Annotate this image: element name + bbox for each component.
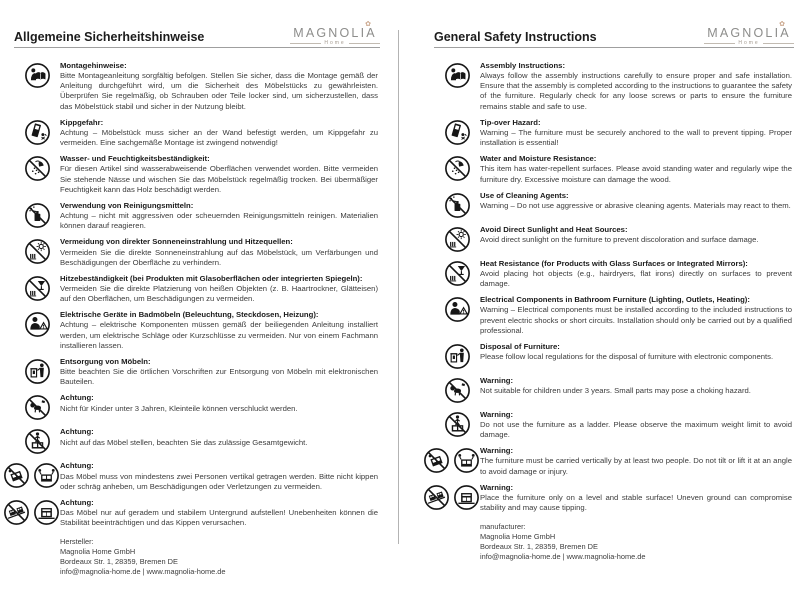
magnolia-logo bbox=[704, 21, 794, 46]
safety-item-body: The furniture must be carried vertically by at least two people. Do not tilt or lift it at an angle to avoid damage or injury. bbox=[480, 456, 792, 476]
safety-item-icons bbox=[434, 118, 480, 146]
safety-item-text bbox=[60, 201, 380, 231]
safety-item-body: Warning – Do not use aggressive or abrasive cleaning agents. Materials may react to them. bbox=[480, 200, 791, 210]
safety-item-icons bbox=[14, 427, 60, 455]
safety-item bbox=[14, 201, 380, 231]
two-person-carry-icon bbox=[33, 462, 60, 489]
safety-item-text bbox=[480, 342, 794, 362]
safety-items-english bbox=[434, 61, 794, 513]
page-footer-english bbox=[480, 522, 794, 562]
page-header-german bbox=[14, 21, 380, 48]
safety-item-heading: Montagehinweise: bbox=[60, 61, 127, 70]
logo-sub-line bbox=[704, 40, 794, 46]
safety-item-heading: Achtung: bbox=[60, 427, 94, 437]
safety-item-text bbox=[60, 498, 380, 528]
safety-item bbox=[14, 498, 380, 528]
safety-item-heading: Water and Moisture Resistance: bbox=[480, 154, 597, 164]
footer-company: Magnolia Home GmbH bbox=[480, 532, 556, 542]
safety-item-icons bbox=[14, 201, 60, 229]
page-divider-line bbox=[398, 30, 399, 544]
no-hot-objects-icon bbox=[444, 260, 471, 287]
safety-item-body: Achtung – Möbelstück muss sicher an der Wand befestigt werden, um Kippgefahr zu vermeiden. Eine sachgemäße Montage ist zwingend notwendig! bbox=[60, 127, 378, 148]
logo-brand-name: MAGNOLIA bbox=[707, 26, 791, 40]
safety-item-icons bbox=[14, 393, 60, 421]
safety-item-body: Place the furniture only on a level and stable surface! Uneven ground can compromise stability and may cause tipping. bbox=[480, 492, 792, 513]
safety-item-body: Vermeiden Sie die direkte Platzierung von heißen Objekten (z. B. Haartrockner, Glätteisen) auf den Oberflächen, um Beschädigungen zu vermeiden. bbox=[60, 283, 378, 304]
safety-item-text bbox=[480, 154, 794, 184]
safety-item-heading: Warning: bbox=[480, 375, 514, 385]
safety-item-heading: Kippgefahr: bbox=[60, 117, 104, 127]
safety-item bbox=[434, 342, 794, 370]
safety-item bbox=[434, 259, 794, 289]
safety-item bbox=[434, 410, 794, 440]
safety-item-icons bbox=[0, 498, 60, 526]
safety-item-heading: Wasser- und Feuchtigkeitsbeständigkeit: bbox=[60, 154, 210, 164]
safety-item-icons bbox=[434, 295, 480, 323]
logo-sub-line bbox=[290, 40, 380, 46]
safety-item-body: Warning – The furniture must be securely anchored to the wall to prevent tipping. Proper installation is essential! bbox=[480, 127, 792, 148]
safety-item-icons bbox=[434, 376, 480, 404]
safety-item-heading: Elektrische Geräte in Badmöbeln (Beleuchtung, Steckdosen, Heizung): bbox=[60, 310, 319, 320]
safety-item-text bbox=[480, 295, 794, 336]
safety-item-text bbox=[480, 410, 794, 440]
safety-item-body: Nicht auf das Möbel stellen, beachten Sie das zulässige Gesamtgewicht. bbox=[60, 437, 308, 447]
safety-item-text bbox=[60, 461, 380, 491]
safety-item-heading: Warning: bbox=[480, 482, 514, 492]
page-title-english: General Safety Instructions bbox=[434, 30, 597, 44]
safety-item-icons bbox=[14, 237, 60, 265]
no-children-icon bbox=[24, 394, 51, 421]
logo-dash-left bbox=[704, 43, 735, 44]
safety-item-icons bbox=[14, 118, 60, 146]
safety-item-heading: Hitzebeständigkeit (bei Produkten mit Glasoberflächen oder integrierten Spiegeln): bbox=[60, 273, 363, 283]
safety-item-text bbox=[60, 237, 380, 267]
no-standing-icon bbox=[444, 411, 471, 438]
safety-item-body: Do not use the furniture as a ladder. Please observe the maximum weight limit to avoid damage. bbox=[480, 419, 792, 440]
safety-item-icons bbox=[434, 225, 480, 253]
safety-item-body: Das Möbel muss von mindestens zwei Personen vertikal getragen werden. Bitte nicht kippen oder schräg anheben, um Beschädigungen oder Verletzungen zu vermeiden. bbox=[60, 471, 378, 491]
safety-item-body: Please follow local regulations for the disposal of furniture with electronic components. bbox=[480, 351, 774, 361]
safety-item-text bbox=[480, 191, 794, 211]
logo-dash-left bbox=[290, 43, 321, 44]
tip-over-icon bbox=[444, 119, 471, 146]
safety-item-icons bbox=[434, 259, 480, 287]
no-uneven-surface-icon bbox=[423, 484, 450, 511]
safety-item-body: Achtung – nicht mit aggressiven oder scheuernden Reinigungsmitteln reinigen. Materialien können darauf reagieren. bbox=[60, 211, 378, 231]
safety-item-text bbox=[480, 446, 794, 476]
no-water-icon bbox=[444, 155, 471, 182]
safety-item-heading: Use of Cleaning Agents: bbox=[480, 190, 569, 200]
safety-item-heading: Warning: bbox=[480, 446, 514, 456]
magnolia-flower-icon: ✿ bbox=[779, 21, 785, 28]
safety-item bbox=[14, 393, 380, 421]
safety-item-text bbox=[480, 225, 794, 245]
safety-item-heading: Assembly Instructions: bbox=[480, 61, 566, 70]
safety-item-icons bbox=[14, 61, 60, 89]
safety-items-german bbox=[14, 61, 380, 528]
safety-item-body: Bitte Montageanleitung sorgfältig befolgen. Stellen Sie sicher, dass die Montage gemäß der Anleitung durchgeführt wird, um die Sicherheit des Möbelstücks zu gewährleisten. Überprüfen Sie regelmäßig, ob Schrauben oder Teile locker sind, um sicherzustellen, dass das Möbelstück stabil und sicher in der Nutzung bleibt. bbox=[60, 71, 378, 111]
safety-item-text bbox=[60, 61, 380, 112]
safety-item bbox=[14, 118, 380, 148]
safety-item-icons bbox=[14, 154, 60, 182]
safety-item-text bbox=[480, 61, 794, 112]
safety-item-icons bbox=[14, 357, 60, 385]
assembly-manual-icon bbox=[24, 62, 51, 89]
no-cleaning-agents-icon bbox=[24, 202, 51, 229]
safety-item bbox=[14, 357, 380, 387]
no-children-icon bbox=[444, 377, 471, 404]
safety-item-body: Nicht für Kinder unter 3 Jahren, Kleinteile können verschluckt werden. bbox=[60, 403, 298, 413]
disposal-icon bbox=[24, 358, 51, 385]
safety-item-body: Vermeiden Sie die direkte Sonneneinstrahlung auf das Möbelstück, um Verfärbungen und Beschädigungen der Oberfläche zu verhindern. bbox=[60, 247, 378, 267]
no-uneven-surface-icon bbox=[3, 499, 30, 526]
safety-item bbox=[434, 118, 794, 148]
level-surface-icon bbox=[33, 499, 60, 526]
no-hot-objects-icon bbox=[24, 275, 51, 302]
no-standing-icon bbox=[24, 428, 51, 455]
safety-item-icons bbox=[14, 310, 60, 338]
safety-item-icons bbox=[434, 154, 480, 182]
safety-item-text bbox=[480, 483, 794, 513]
safety-item-icons bbox=[420, 483, 480, 511]
safety-item-body: This item has water-repellent surfaces. Please avoid standing water and regularly wipe the furniture dry. Excessive moisture can damage the wood. bbox=[480, 164, 792, 184]
safety-item-heading: Achtung: bbox=[60, 497, 94, 507]
magnolia-flower-icon: ✿ bbox=[365, 21, 371, 28]
level-surface-icon bbox=[453, 484, 480, 511]
safety-item-heading: Achtung: bbox=[60, 393, 94, 403]
safety-item-heading: Vermeidung von direkter Sonneneinstrahlung und Hitzequellen: bbox=[60, 237, 293, 247]
safety-item-body: Bitte beachten Sie die örtlichen Vorschriften zur Entsorgung von Möbeln mit elektronischen Bauteilen. bbox=[60, 367, 378, 387]
safety-item-heading: Heat Resistance (for Products with Glass Surfaces or Integrated Mirrors): bbox=[480, 258, 748, 268]
safety-item-heading: Warning: bbox=[480, 409, 514, 419]
safety-item-text bbox=[480, 259, 794, 289]
safety-item-heading: Achtung: bbox=[60, 461, 94, 471]
safety-item-body: Avoid direct sunlight on the furniture to prevent discoloration and surface damage. bbox=[480, 234, 759, 244]
safety-item-text bbox=[60, 357, 380, 387]
safety-item bbox=[434, 446, 794, 476]
no-water-icon bbox=[24, 155, 51, 182]
safety-item-body: Avoid placing hot objects (e.g., hairdryers, flat irons) directly on surfaces to prevent damage. bbox=[480, 268, 792, 289]
footer-address: Bordeaux Str. 1, 28359, Bremen DE bbox=[60, 557, 178, 567]
page-english bbox=[400, 0, 800, 600]
footer-contact: info@magnolia-home.de | www.magnolia-home.de bbox=[60, 567, 226, 577]
logo-brand-sub: Home bbox=[324, 40, 346, 46]
footer-address: Bordeaux Str. 1, 28359, Bremen DE bbox=[480, 542, 598, 552]
no-tilted-carry-icon bbox=[423, 447, 450, 474]
safety-item-icons bbox=[434, 191, 480, 219]
safety-item-body: Achtung – elektrische Komponenten müssen gemäß der beiliegenden Anleitung installiert werden, um elektrische Schläge oder Kurzschlüsse zu vermeiden. Nur von einem Fachmann installieren lassen. bbox=[60, 320, 378, 350]
safety-item-heading: Entsorgung von Möbeln: bbox=[60, 356, 151, 366]
safety-item bbox=[434, 295, 794, 336]
logo-dash-right bbox=[763, 43, 794, 44]
safety-item-body: Das Möbel nur auf geradem und stabilem Untergrund aufstellen! Unebenheiten können die Stabilität beeinträchtigen und das Kippen verursachen. bbox=[60, 508, 378, 528]
safety-item-text bbox=[60, 393, 380, 413]
disposal-icon bbox=[444, 343, 471, 370]
page-title-german: Allgemeine Sicherheitshinweise bbox=[14, 30, 205, 44]
safety-item-heading: Verwendung von Reinigungsmitteln: bbox=[60, 200, 194, 210]
safety-item-heading: Electrical Components in Bathroom Furniture (Lighting, Outlets, Heating): bbox=[480, 295, 750, 305]
safety-item-text bbox=[480, 118, 794, 148]
logo-dash-right bbox=[349, 43, 380, 44]
safety-item-icons bbox=[434, 342, 480, 370]
safety-item-text bbox=[480, 376, 794, 396]
page-header-english bbox=[434, 21, 794, 48]
safety-item bbox=[14, 61, 380, 112]
logo-brand-name: MAGNOLIA bbox=[293, 26, 377, 40]
safety-item bbox=[14, 310, 380, 351]
assembly-manual-icon bbox=[444, 62, 471, 89]
safety-item-text bbox=[60, 310, 380, 351]
footer-label: manufacturer: bbox=[480, 522, 526, 532]
page-footer-german bbox=[60, 537, 380, 577]
safety-item bbox=[434, 191, 794, 219]
no-tilted-carry-icon bbox=[3, 462, 30, 489]
safety-item-body: Not suitable for children under 3 years. Small parts may pose a choking hazard. bbox=[480, 385, 751, 395]
safety-item bbox=[434, 61, 794, 112]
footer-label: Hersteller: bbox=[60, 537, 94, 547]
safety-item-icons bbox=[434, 410, 480, 438]
safety-item bbox=[434, 154, 794, 184]
safety-item-icons bbox=[434, 61, 480, 89]
footer-contact: info@magnolia-home.de | www.magnolia-home.de bbox=[480, 552, 646, 562]
safety-item bbox=[14, 154, 380, 195]
safety-item-body: Always follow the assembly instructions carefully to ensure proper and safe installation. Ensure that the assembly is completed according to the instructions to guarantee the safety of the furniture. Regularly check for any loose screws or parts to ensure the furniture remains stable and safe to use. bbox=[480, 71, 792, 111]
safety-item-heading: Tip-over Hazard: bbox=[480, 117, 541, 127]
safety-item bbox=[434, 376, 794, 404]
safety-item-text bbox=[60, 118, 380, 148]
footer-company: Magnolia Home GmbH bbox=[60, 547, 136, 557]
no-sunlight-heat-icon bbox=[444, 226, 471, 253]
electrician-icon bbox=[444, 296, 471, 323]
no-sunlight-heat-icon bbox=[24, 238, 51, 265]
safety-item bbox=[14, 427, 380, 455]
safety-item-text bbox=[60, 427, 380, 447]
safety-item bbox=[434, 483, 794, 513]
logo-brand-sub: Home bbox=[738, 40, 760, 46]
safety-item-text bbox=[60, 154, 380, 195]
safety-item-icons bbox=[0, 461, 60, 489]
safety-item bbox=[14, 461, 380, 491]
electrician-icon bbox=[24, 311, 51, 338]
two-person-carry-icon bbox=[453, 447, 480, 474]
safety-item-icons bbox=[14, 274, 60, 302]
safety-item-body: Warning – Electrical components must be installed according to the included instructions to prevent electric shocks or short circuits. Installation should only be carried out by a qualified professional. bbox=[480, 305, 792, 335]
safety-item-icons bbox=[420, 446, 480, 474]
tip-over-icon bbox=[24, 119, 51, 146]
safety-item-text bbox=[60, 274, 380, 304]
magnolia-logo bbox=[290, 21, 380, 46]
safety-item bbox=[434, 225, 794, 253]
no-cleaning-agents-icon bbox=[444, 192, 471, 219]
safety-item bbox=[14, 274, 380, 304]
safety-item bbox=[14, 237, 380, 267]
safety-item-heading: Disposal of Furniture: bbox=[480, 341, 560, 351]
safety-item-body: Für diesen Artikel sind wasserabweisende Oberflächen verwendet worden. Bitte vermeiden Sie stehende Nässe und wischen Sie das Möbelstück regelmäßig trocken. Bei übermäßiger Feuchtigkeit kann das Holz beschädigt werden. bbox=[60, 164, 378, 194]
safety-item-heading: Avoid Direct Sunlight and Heat Sources: bbox=[480, 224, 628, 234]
